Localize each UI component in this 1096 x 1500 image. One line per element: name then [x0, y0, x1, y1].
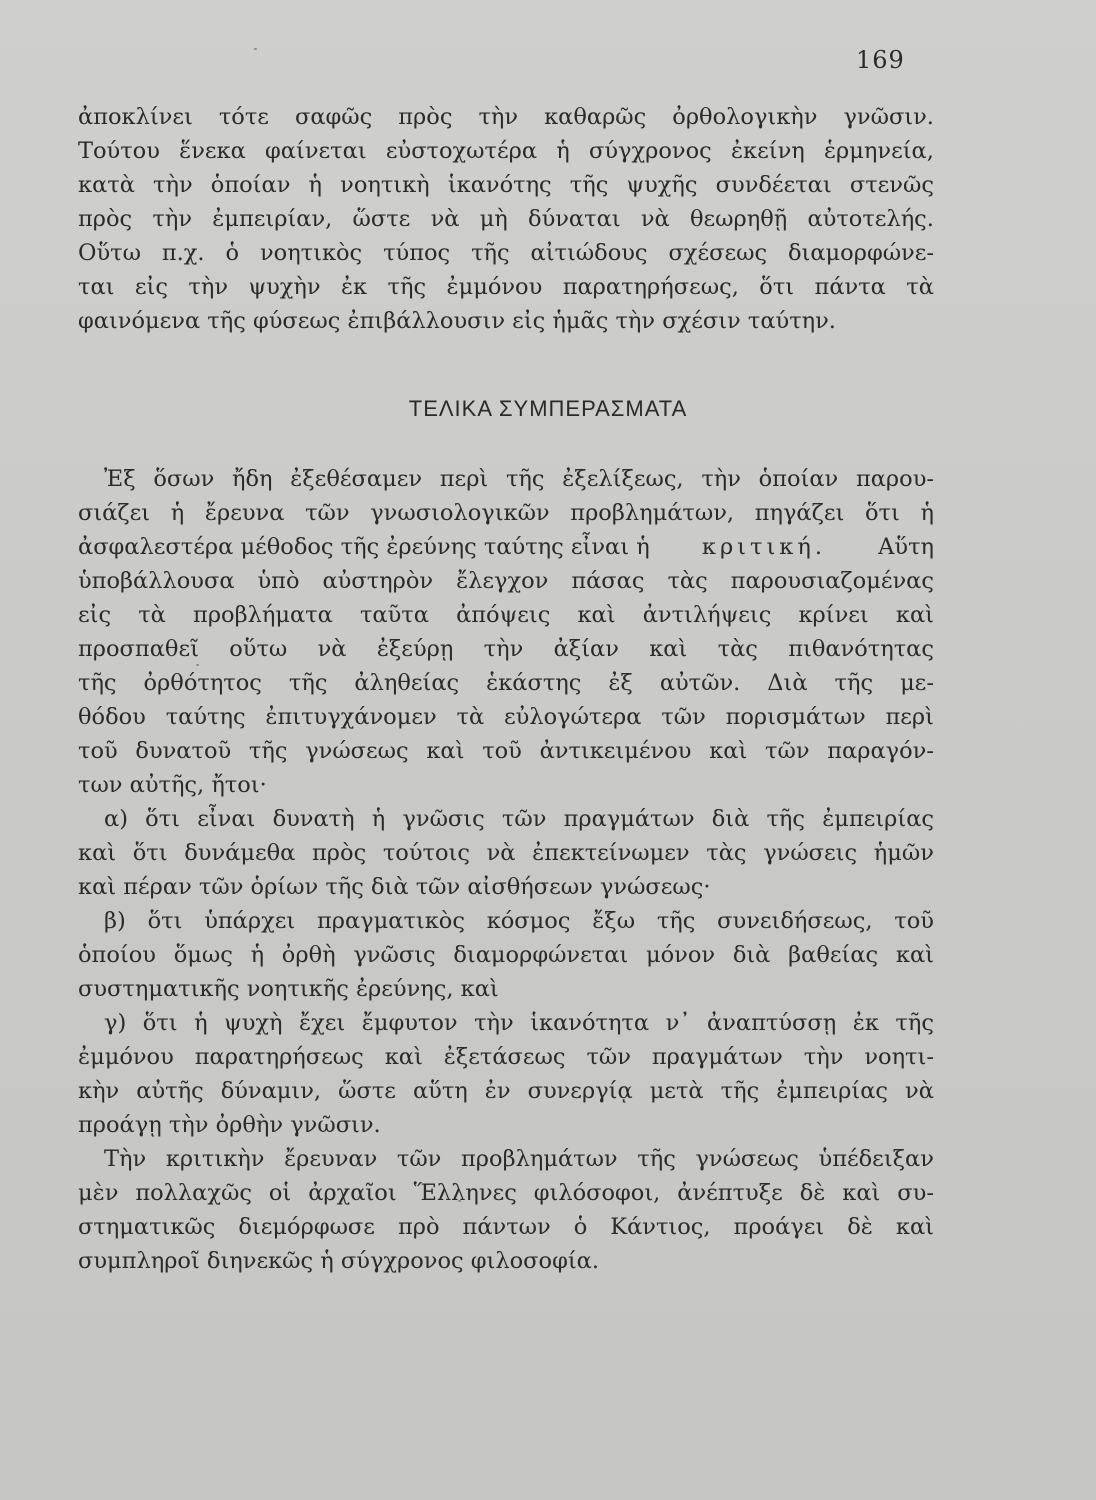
text-line: καὶ ὅτι δυνάμεθα πρὸς τούτοις νὰ ἐπεκτείνωμεν τὰς γνώσεις ἡμῶν	[78, 840, 934, 866]
text-line: μὲν πολλαχῶς οἱ ἀρχαῖοι Ἕλληνες φιλόσοφοι, ἀνέπτυξε δὲ καὶ συ-	[78, 1180, 934, 1206]
list-item-alpha: α) ὅτι εἶναι δυνατὴ ἡ γνῶσις τῶν πραγμάτων διὰ τῆς ἐμπειρίας	[104, 806, 934, 832]
text-line: τῆς ὀρθότητος τῆς ἀληθείας ἑκάστης ἐξ αὐτῶν. Διὰ τῆς με-	[78, 670, 934, 696]
text-line: προσπαθεῖ οὕτω νὰ ἐξεύρῃ τὴν ἀξίαν καὶ τὰς πιθανότητας	[78, 636, 934, 662]
text-line-emphasis	[78, 530, 934, 564]
print-speck	[254, 48, 257, 50]
emphasized-word: κριτική.	[701, 534, 826, 560]
text-line: καὶ πέραν τῶν ὁρίων τῆς διὰ τῶν αἰσθήσεων γνώσεως·	[78, 874, 711, 900]
text-line: των αὐτῆς, ἤτοι·	[78, 772, 267, 798]
top-paragraph	[78, 100, 934, 338]
text-line: θόδου ταύτης ἐπιτυγχάνομεν τὰ εὐλογώτερα τῶν πορισμάτων περὶ	[78, 704, 934, 730]
text-line: πρὸς τὴν ἐμπειρίαν, ὥστε νὰ μὴ δύναται νὰ θεωρηθῇ αὐτοτελής.	[78, 206, 934, 232]
text-line: εἰς τὰ προβλήματα ταῦτα ἀπόψεις καὶ ἀντιλήψεις κρίνει καὶ	[78, 602, 934, 628]
list-item-beta: β) ὅτι ὑπάρχει πραγματικὸς κόσμος ἔξω τῆς συνειδήσεως, τοῦ	[104, 908, 934, 934]
conclusions-section	[78, 462, 934, 1278]
list-item-gamma: γ) ὅτι ἡ ψυχὴ ἔχει ἔμφυτον τὴν ἱκανότητα ν᾽ ἀναπτύσσῃ ἐκ τῆς	[104, 1010, 934, 1036]
text-line: ὁποίου ὅμως ἡ ὀρθὴ γνῶσις διαμορφώνεται μόνον διὰ βαθείας καὶ	[78, 942, 934, 968]
text-line: ται εἰς τὴν ψυχὴν ἐκ τῆς ἐμμόνου παρατηρήσεως, ὅτι πάντα τὰ	[78, 274, 934, 300]
text-line: Οὕτω π.χ. ὁ νοητικὸς τύπος τῆς αἰτιώδους σχέσεως διαμορφώνε-	[78, 240, 934, 266]
text-line: ἐμμόνου παρατηρήσεως καὶ ἐξετάσεως τῶν πραγμάτων τὴν νοητι-	[78, 1044, 934, 1070]
text-line: κὴν αὐτῆς δύναμιν, ὥστε αὕτη ἐν συνεργίᾳ μετὰ τῆς ἐμπειρίας νὰ	[78, 1078, 934, 1104]
section-title: ΤΕΛΙΚΑ ΣΥΜΠΕΡΑΣΜΑΤΑ	[408, 396, 688, 421]
text-line: Ἐξ ὅσων ἤδη ἐξεθέσαμεν περὶ τῆς ἐξελίξεως, τὴν ὁποίαν παρου-	[104, 466, 934, 492]
text-line: Τούτου ἕνεκα φαίνεται εὐστοχωτέρα ἡ σύγχρονος ἐκείνη ἑρμηνεία,	[78, 138, 934, 164]
text-line: κατὰ τὴν ὁποίαν ἡ νοητικὴ ἱκανότης τῆς ψυχῆς συνδέεται στενῶς	[78, 172, 934, 198]
text-line: σιάζει ἡ ἔρευνα τῶν γνωσιολογικῶν προβλημάτων, πηγάζει ὅτι ἡ	[78, 500, 934, 526]
text-line: φαινόμενα τῆς φύσεως ἐπιβάλλουσιν εἰς ἡμᾶς τὴν σχέσιν ταύτην.	[78, 308, 836, 334]
text-line: στηματικῶς διεμόρφωσε πρὸ πάντων ὁ Κάντιος, προάγει δὲ καὶ	[78, 1214, 934, 1240]
text-line: τοῦ δυνατοῦ τῆς γνώσεως καὶ τοῦ ἀντικειμένου καὶ τῶν παραγόν-	[78, 738, 934, 764]
page-number: 169	[856, 46, 905, 74]
text-line: συμπληροῖ διηνεκῶς ἡ σύγχρονος φιλοσοφία.	[78, 1248, 599, 1274]
text-segment: ἀσφαλεστέρα μέθοδος τῆς ἐρεύνης ταύτης εἶναι ἡ	[78, 534, 650, 560]
text-line: προάγῃ τὴν ὀρθὴν γνῶσιν.	[78, 1112, 381, 1138]
text-line: ἀποκλίνει τότε σαφῶς πρὸς τὴν καθαρῶς ὀρθολογικὴν γνῶσιν.	[78, 104, 934, 130]
text-line: ὑποβάλλουσα ὑπὸ αὐστηρὸν ἔλεγχον πάσας τὰς παρουσιαζομένας	[78, 568, 934, 594]
text-line: Τὴν κριτικὴν ἔρευναν τῶν προβλημάτων τῆς γνώσεως ὑπέδειξαν	[104, 1146, 934, 1172]
text-segment: Αὕτη	[878, 534, 934, 560]
text-line: συστηματικῆς νοητικῆς ἐρεύνης, καὶ	[78, 976, 499, 1002]
